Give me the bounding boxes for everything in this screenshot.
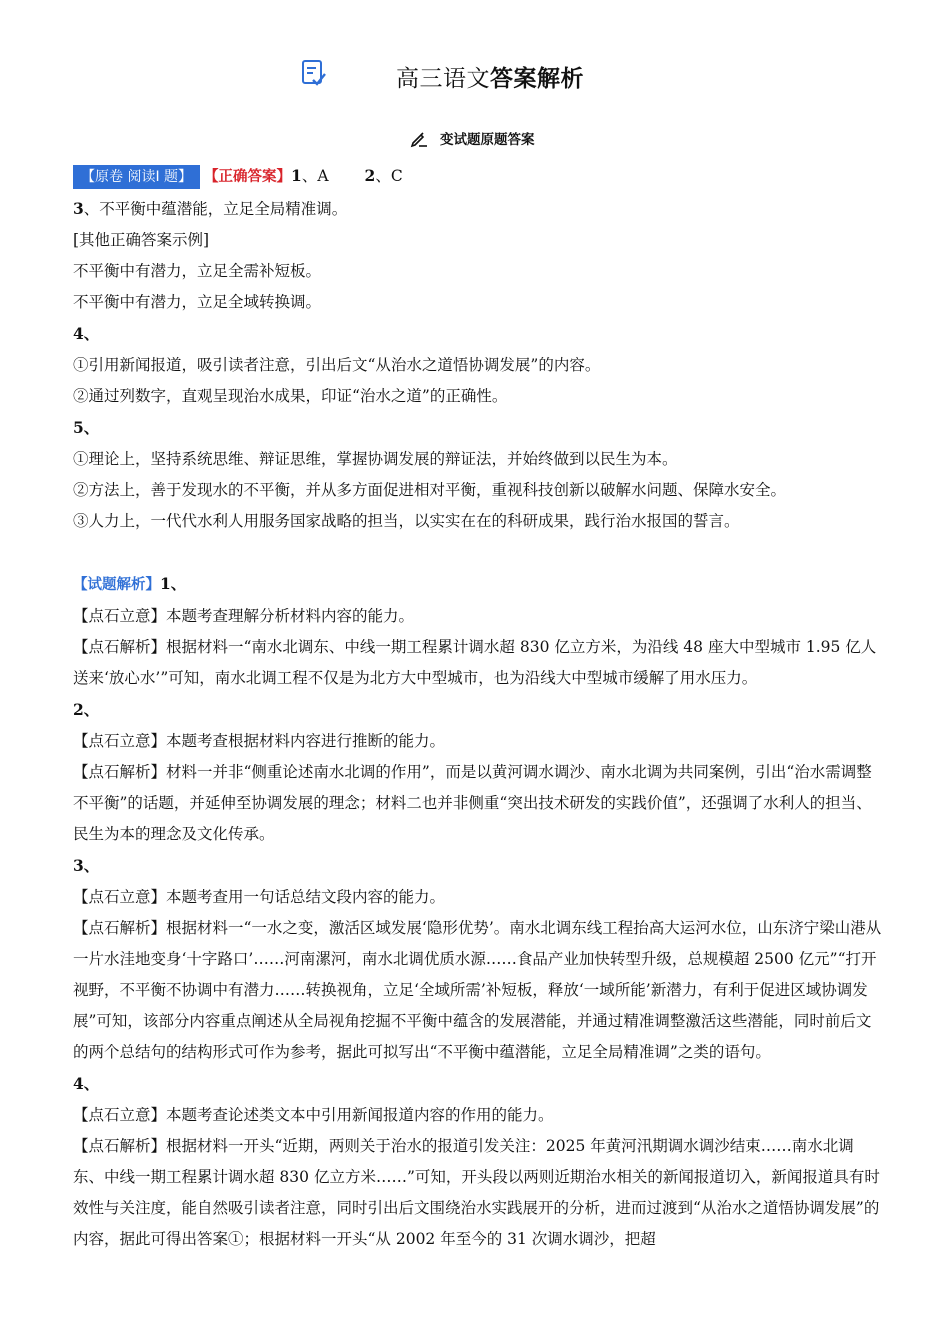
original-question-tag: 【原卷 阅读Ⅰ 题】 bbox=[73, 165, 200, 189]
other-answer-2: 不平衡中有潜力，立足全域转换调。 bbox=[73, 293, 322, 311]
analysis-2-heading: 2、 bbox=[73, 700, 100, 719]
answer-5-point-3: ③人力上，一代代水利人用服务国家战略的担当，以实实在在的科研成果，践行治水报国的誓言。 bbox=[73, 512, 740, 530]
analysis-3-parse: 【点石解析】根据材料一“一水之变，激活区域发展‘隐形优势’。南水北调东线工程抬高大运河水位，山东济宁梁山港从一片水洼地变身‘十字路口’……河南漯河，南水北调优质水源……食品产业加快转型升级，总规模超 2500 亿元”“打开视野，不平衡不协调中有潜力……转换视角，立足‘全域所需’补短板，释放‘一域所能’新潜力，有利于促进区域协调发展”可知，该部分内容重点阐述从全局视角挖掘不平衡中蕴含的发展潜能，并通过精准调整激活这些潜能，同时前后文的两个总结句的结构形式可作为参考，据此可拟写出“不平衡中蕴潜能，立足全局精准调”之类的语句。 bbox=[73, 919, 882, 1061]
answer-header-line: 【原卷 阅读Ⅰ 题】 【正确答案】1、A 2、C bbox=[73, 160, 883, 193]
answer-1: 、A bbox=[301, 167, 329, 185]
analysis-4-parse: 【点石解析】根据材料一开头“近期，两则关于治水的报道引发关注：2025 年黄河汛期调水调沙结束……南水北调东、中线一期工程累计调水超 830 亿立方米……”可知，开头段以两则近期治水相关的新闻报道切入，新闻报道具有时效性与关注度，能自然吸引读者注意，同时引出后文围绕治水实践展开的分析，进而过渡到“从治水之道悟协调发展”的内容，据此可得出答案①；根据材料一开头“从 2002 年至今的 31 次调水调沙，把超 bbox=[73, 1137, 880, 1248]
analysis-4-intent: 【点石立意】本题考查论述类文本中引用新闻报道内容的作用的能力。 bbox=[73, 1106, 554, 1124]
analysis-2-parse: 【点石解析】材料一并非“侧重论述南水北调的作用”，而是以黄河调水调沙、南水北调为共同案例，引出“治水需调整不平衡”的话题，并延伸至协调发展的理念；材料二也并非侧重“突出技术研发的实践价值”，还强调了水利人的担当、民生为本的理念及文化传承。 bbox=[73, 763, 872, 843]
answer-3: 3、不平衡中蕴潜能，立足全局精准调。 bbox=[73, 199, 348, 218]
answer-4-heading: 4、 bbox=[73, 324, 100, 343]
pen-write-icon bbox=[410, 130, 428, 148]
correct-answer-tag: 【正确答案】 bbox=[204, 169, 292, 185]
analysis-2-intent: 【点石立意】本题考查根据材料内容进行推断的能力。 bbox=[73, 732, 446, 750]
analysis-tag: 【试题解析】 bbox=[73, 577, 160, 593]
subtitle-text: 变试题原题答案 bbox=[440, 132, 535, 148]
document-body bbox=[73, 160, 883, 1255]
answer-2: 、C bbox=[375, 167, 403, 185]
answer-5-point-2: ②方法上，善于发现水的不平衡，并从多方面促进相对平衡，重视科技创新以破解水问题、保障水安全。 bbox=[73, 481, 787, 499]
answer-4-point-1: ①引用新闻报道，吸引读者注意，引出后文“从治水之道悟协调发展”的内容。 bbox=[73, 356, 601, 374]
analysis-1-intent: 【点石立意】本题考查理解分析材料内容的能力。 bbox=[73, 607, 415, 625]
analysis-3-heading: 3、 bbox=[73, 856, 100, 875]
analysis-3-intent: 【点石立意】本题考查用一句话总结文段内容的能力。 bbox=[73, 888, 446, 906]
analysis-1-parse: 【点石解析】根据材料一“南水北调东、中线一期工程累计调水超 830 亿立方米，为沿线 48 座大中型城市 1.95 亿人送来‘放心水’”可知，南水北调工程不仅是为北方大中型城市，也为沿线大中型城市缓解了用水压力。 bbox=[73, 638, 877, 687]
other-answer-1: 不平衡中有潜力，立足全需补短板。 bbox=[73, 262, 322, 280]
other-answers-label: [其他正确答案示例] bbox=[73, 231, 210, 249]
answer-4-point-2: ②通过列数字，直观呈现治水成果，印证“治水之道”的正确性。 bbox=[73, 387, 508, 405]
document-header bbox=[0, 56, 950, 96]
page-title: 高三语文答案解析 bbox=[396, 66, 584, 92]
answer-5-point-1: ①理论上，坚持系统思维、辩证思维，掌握协调发展的辩证法，并始终做到以民生为本。 bbox=[73, 450, 678, 468]
analysis-4-heading: 4、 bbox=[73, 1074, 100, 1093]
checklist-icon bbox=[300, 58, 328, 88]
answer-5-heading: 5、 bbox=[73, 418, 100, 437]
analysis-heading: 【试题解析】1、 bbox=[73, 574, 187, 593]
